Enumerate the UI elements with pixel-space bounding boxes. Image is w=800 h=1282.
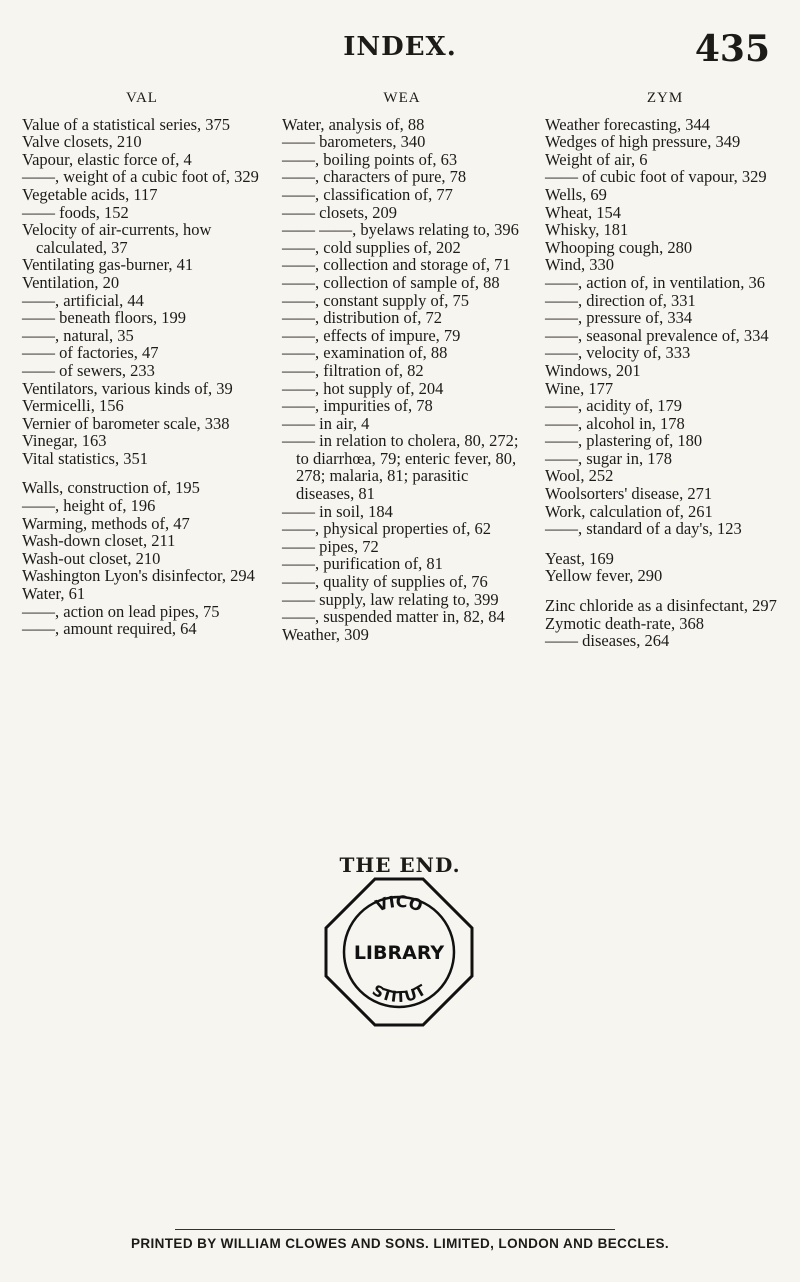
column-heading: ZYM [646, 90, 684, 106]
index-entry: —— of cubic foot of vapour, 329 [545, 167, 767, 187]
index-entry: Value of a statistical series, 375 [22, 114, 231, 134]
index-column-zym [545, 90, 785, 650]
index-entry: Wind, 330 [545, 255, 614, 275]
index-entry: Vernier of barometer scale, 338 [22, 413, 230, 433]
index-entry: Water, analysis of, 88 [282, 114, 425, 134]
index-entry: Wheat, 154 [545, 202, 622, 222]
index-entry: —— foods, 152 [22, 202, 129, 222]
index-entry: Vital statistics, 351 [22, 448, 148, 468]
index-entry: ——, acidity of, 179 [545, 396, 683, 416]
printer-imprint: PRINTED BY WILLIAM CLOWES AND SONS. LIMITED, LONDON AND BECCLES. [130, 1236, 670, 1251]
index-column-wea [282, 90, 522, 643]
svg-text:VICO [373, 892, 425, 916]
index-entry: ——, plastering of, 180 [545, 431, 703, 451]
index-entry: —— pipes, 72 [282, 536, 379, 556]
index-entry: Zinc chloride as a disinfectant, 297 [545, 596, 777, 616]
index-entry: Ventilation, 20 [22, 272, 120, 292]
index-entry: Windows, 201 [545, 360, 641, 380]
index-entry: ——, standard of a day's, 123 [545, 519, 742, 539]
index-entry: Woolsorters' disease, 271 [545, 484, 713, 504]
index-entry: ——, natural, 35 [22, 325, 134, 345]
index-entry: Vinegar, 163 [22, 431, 107, 451]
index-entry: Yellow fever, 290 [545, 566, 663, 586]
index-entry: ——, pressure of, 334 [545, 308, 693, 328]
index-entry: ——, alcohol in, 178 [545, 413, 685, 433]
index-entry: —— closets, 209 [282, 202, 398, 222]
index-entry: Washington Lyon's disinfector, 294 [22, 566, 255, 586]
index-entry: ——, sugar in, 178 [545, 448, 672, 468]
index-entry: Wash-out closet, 210 [22, 548, 161, 568]
index-entry: Wool, 252 [545, 466, 614, 486]
index-entry: ——, cold supplies of, 202 [282, 237, 461, 257]
index-entry: —— of sewers, 233 [22, 360, 155, 380]
index-entry: ——, filtration of, 82 [282, 360, 424, 380]
index-entry: ——, distribution of, 72 [282, 308, 442, 328]
index-entry: Wine, 177 [545, 378, 614, 398]
index-entry: ——, purification of, 81 [282, 554, 443, 574]
index-entry: Ventilating gas-burner, 41 [22, 255, 194, 275]
index-entry: ——, height of, 196 [22, 496, 156, 516]
index-entry: ——, effects of impure, 79 [282, 325, 461, 345]
index-entry: ——, action of, in ventilation, 36 [545, 272, 765, 292]
index-entry: ——, suspended matter in, 82, 84 [282, 607, 505, 627]
index-entry: Whooping cough, 280 [545, 237, 693, 257]
stamp-bottom-text: STITUT [369, 981, 429, 1007]
page-number: 435 [694, 28, 770, 70]
index-entry: —— ——, byelaws relating to, 396 [282, 220, 519, 240]
index-entry: Weather forecasting, 344 [545, 114, 710, 134]
index-entry: ——, weight of a cubic foot of, 329 [22, 167, 259, 187]
index-entry: Weight of air, 6 [545, 149, 648, 169]
index-entry: ——, physical properties of, 62 [282, 519, 491, 539]
index-entry: —— of factories, 47 [22, 343, 159, 363]
index-entry: ——, amount required, 64 [22, 619, 197, 639]
index-entry: ——, impurities of, 78 [282, 396, 433, 416]
index-entry: Vapour, elastic force of, 4 [22, 149, 192, 169]
index-entry: Wash-down closet, 211 [22, 531, 176, 551]
index-column-val [22, 90, 262, 638]
index-entry: Work, calculation of, 261 [545, 501, 713, 521]
index-entry: ——, constant supply of, 75 [282, 290, 469, 310]
index-entry: —— supply, law relating to, 399 [282, 589, 499, 609]
the-end-text: THE END. [339, 853, 461, 877]
stamp-top-text: VICO [372, 891, 426, 916]
index-entry: ——, boiling points of, 63 [282, 149, 458, 169]
column-heading: VAL [126, 90, 158, 106]
index-entry: —— in air, 4 [282, 413, 370, 433]
index-entry: Vegetable acids, 117 [22, 184, 158, 204]
index-entry: Vermicelli, 156 [22, 396, 124, 416]
column-heading: WEA [383, 90, 421, 106]
index-entry: ——, action on lead pipes, 75 [22, 601, 220, 621]
running-title: INDEX. [343, 32, 457, 62]
page-header [0, 28, 800, 78]
index-entry: ——, hot supply of, 204 [282, 378, 444, 398]
index-entry: ——, velocity of, 333 [545, 343, 691, 363]
index-entry: ——, collection of sample of, 88 [282, 272, 500, 292]
index-entry: —— barometers, 340 [282, 132, 426, 152]
index-entry: Wells, 69 [545, 184, 607, 204]
index-entry: Wedges of high pressure, 349 [545, 132, 741, 152]
stamp-center-text: LIBRARY [353, 942, 445, 964]
index-entry: ——, examination of, 88 [282, 343, 448, 363]
index-entry: —— diseases, 264 [545, 631, 670, 651]
index-entry: ——, collection and storage of, 71 [282, 255, 511, 275]
index-entry: —— in relation to cholera, 80, 272; to diarrhœa, 79; enteric fever, 80, 278; malaria, 81; parasitic diseases, 81 [282, 431, 519, 504]
index-entry: Weather, 309 [282, 624, 369, 644]
footer-rule [175, 1229, 615, 1230]
index-entry: —— beneath floors, 199 [22, 308, 187, 328]
index-entry: Valve closets, 210 [22, 132, 142, 152]
index-entry: ——, direction of, 331 [545, 290, 696, 310]
index-entry: Warming, methods of, 47 [22, 513, 190, 533]
index-entry: —— in soil, 184 [282, 501, 393, 521]
index-entry: ——, characters of pure, 78 [282, 167, 467, 187]
library-stamp [324, 877, 474, 1027]
index-entry: ——, artificial, 44 [22, 290, 144, 310]
index-entry: Water, 61 [22, 584, 86, 604]
index-entry: ——, seasonal prevalence of, 334 [545, 325, 769, 345]
index-entry: ——, quality of supplies of, 76 [282, 572, 488, 592]
index-entry: Velocity of air-currents, how calculated, 37 [22, 220, 212, 257]
index-entry: Walls, construction of, 195 [22, 478, 200, 498]
index-entry: Ventilators, various kinds of, 39 [22, 378, 233, 398]
index-entry: Yeast, 169 [545, 548, 614, 568]
index-entry: Whisky, 181 [545, 220, 629, 240]
index-entry: Zymotic death-rate, 368 [545, 613, 704, 633]
index-entry: ——, classification of, 77 [282, 184, 453, 204]
